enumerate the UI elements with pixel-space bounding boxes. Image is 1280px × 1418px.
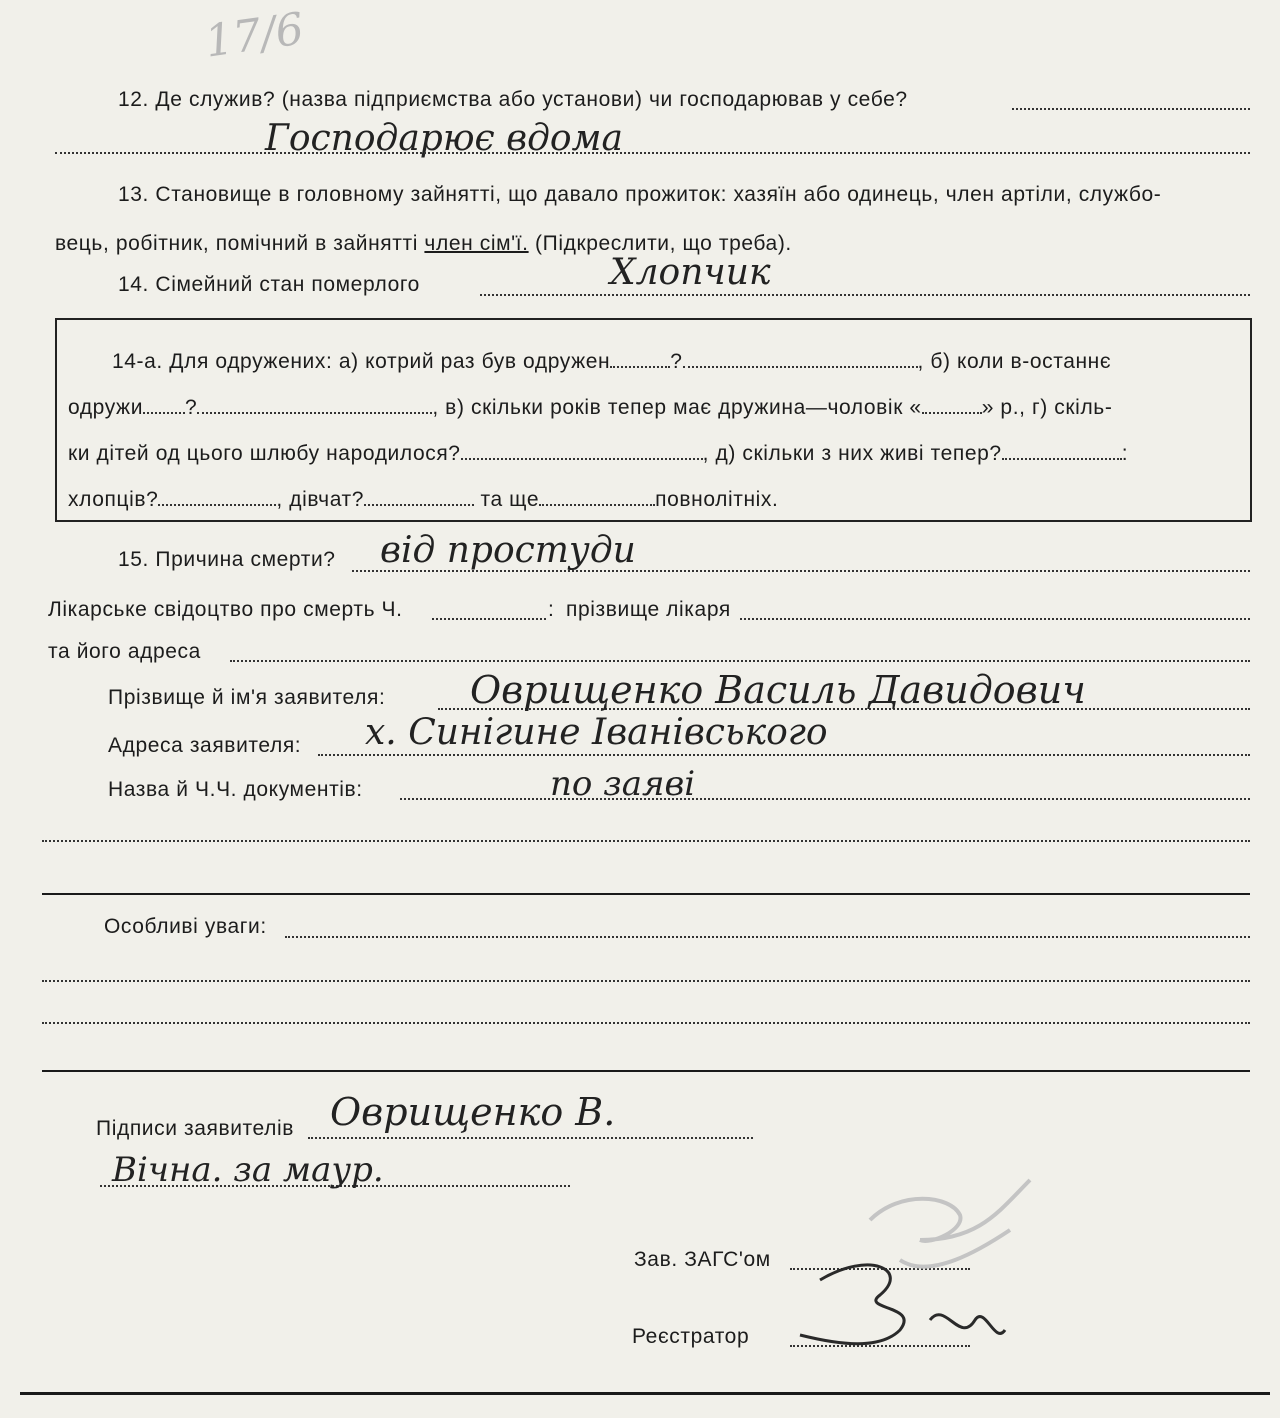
q13-line2-post: (Підкреслити, що треба). [528, 232, 792, 255]
q14a-line1-question: ? [670, 350, 683, 373]
q14a-line4-boys: хлопців? [68, 488, 159, 511]
q14a-line4-adults: повнолітніх. [655, 488, 779, 511]
applicant-address-label: Адреса заявителя: [108, 734, 302, 757]
registrar-line [790, 1345, 970, 1347]
doctor-label: прізвище лікаря [566, 598, 731, 621]
q14a-line2-text-c: » р., г) скіль- [981, 396, 1113, 419]
q14a-line3 [68, 442, 1128, 466]
zags-signature-scribble [780, 1170, 1040, 1370]
q12-fill-line [1012, 108, 1250, 110]
section-divider-2 [42, 1070, 1250, 1072]
notes-line-3 [42, 1022, 1250, 1024]
q12-answer-line [55, 152, 1250, 154]
q14a-line1-text-b: , б) коли в-останнє [917, 350, 1112, 373]
medical-certificate-colon: : [548, 598, 555, 621]
q14a-line4-girls: , дівчат? [276, 488, 365, 511]
q14a-line1 [112, 350, 1111, 374]
section-divider-1 [42, 893, 1250, 895]
applicant-address-line [318, 754, 1250, 756]
applicants-signature-line [308, 1137, 753, 1139]
registrar-label: Реєстратор [632, 1325, 750, 1348]
q14a-line2-text: одружи [68, 396, 144, 419]
zags-head-label: Зав. ЗАГС'ом [634, 1248, 771, 1271]
archive-number: 17/6 [201, 3, 307, 68]
q15-answer: від простуди [380, 530, 636, 571]
q14a-line4-and: та ще [480, 488, 540, 511]
applicant-address-value: х. Синігине Іванівського [365, 712, 828, 753]
q12-answer: Господарює вдома [265, 118, 623, 159]
applicants-signature-label: Підписи заявителів [96, 1117, 294, 1140]
q14a-line3-text-b: , д) скільки з них живі тепер? [702, 442, 1002, 465]
notes-line-1 [285, 936, 1250, 938]
q14-fill-line [480, 294, 1250, 296]
q13-line2-pre: вець, робітник, помічний в зайнятті [55, 232, 425, 255]
q14a-line1-text: 14-а. Для одружених: а) котрий раз був одружен [112, 350, 611, 373]
q12-label: 12. Де служив? (назва підприємства або установи) чи господарював у себе? [118, 88, 908, 111]
applicant-signature-2: Вічна. за маур. [112, 1150, 384, 1190]
q14-label: 14. Сімейний стан померлого [118, 273, 420, 296]
blank-line-1 [42, 840, 1250, 842]
q14a-line2-question: ? [185, 396, 198, 419]
q14-answer: Хлопчик [610, 252, 771, 293]
applicant-signature-1: Оврищенко В. [330, 1090, 616, 1134]
bottom-border [20, 1392, 1270, 1395]
documents-line [400, 798, 1250, 800]
doctor-address-line [230, 660, 1250, 662]
applicant-name-value: Оврищенко Василь Давидович [470, 668, 1086, 712]
documents-label: Назва й Ч.Ч. документів: [108, 778, 363, 801]
doctor-address-label: та його адреса [48, 640, 201, 663]
doctor-line [740, 618, 1250, 620]
documents-value: по заяві [550, 764, 696, 804]
q14a-line4 [68, 488, 778, 512]
q14a-line2 [68, 396, 1112, 420]
q14a-line3-text: ки дітей од цього шлюбу народилося? [68, 442, 461, 465]
q13-line1: 13. Становище в головному зайнятті, що давало прожиток: хазяїн або одинець, член артіли, службо- [118, 183, 1162, 206]
notes-label: Особливі уваги: [104, 915, 267, 938]
q14a-line2-text-b: , в) скільки років тепер має дружина—чоловік « [432, 396, 922, 419]
q13-selected-option: член сім'ї. [424, 232, 529, 255]
notes-line-2 [42, 980, 1250, 982]
q15-label: 15. Причина смерти? [118, 548, 336, 571]
medical-certificate-label: Лікарське свідоцтво про смерть Ч. [48, 598, 403, 621]
medical-certificate-line [432, 618, 546, 620]
q14a-line3-colon: : [1121, 442, 1129, 465]
applicant-name-label: Прізвище й ім'я заявителя: [108, 686, 386, 709]
